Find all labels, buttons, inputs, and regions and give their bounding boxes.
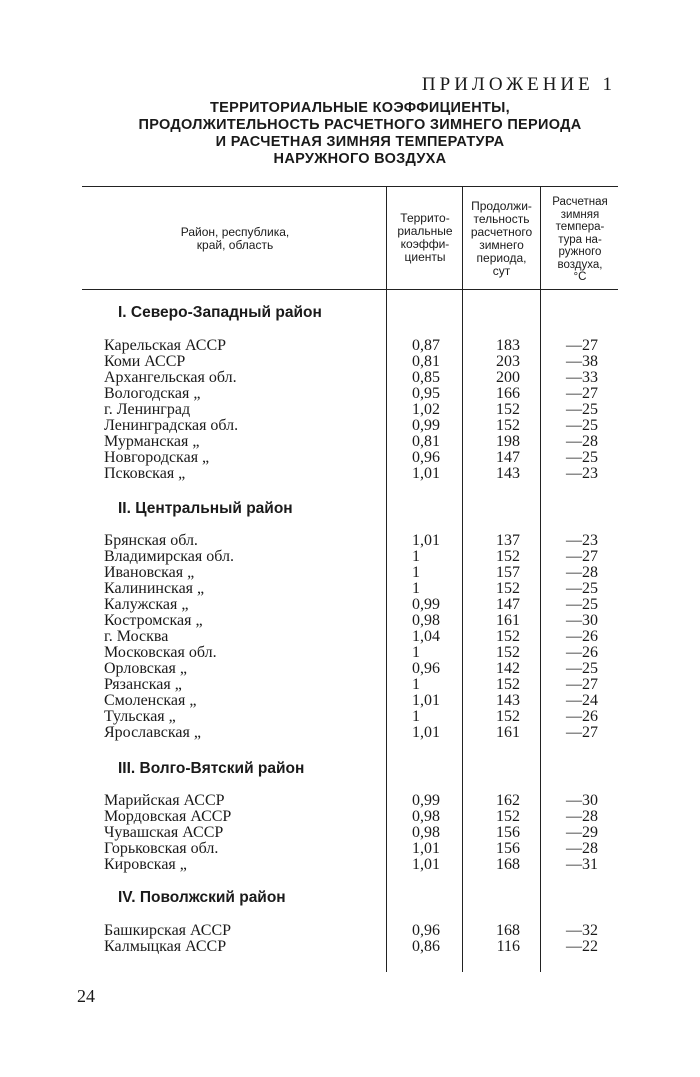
section-title: II. Центральный район bbox=[118, 500, 293, 517]
column-divider bbox=[462, 186, 463, 972]
header-coefficient: Террито- риальные коэффи- циенты bbox=[397, 211, 453, 264]
page-number: 24 bbox=[77, 986, 95, 1006]
header-region: Район, республика, край, область bbox=[180, 225, 290, 252]
page-title bbox=[100, 100, 620, 168]
header-temperature: Расчетная зимняя темпера- тура на- ружного воздуха, °С bbox=[552, 196, 608, 283]
title-line: НАРУЖНОГО ВОЗДУХА bbox=[273, 151, 447, 167]
title-line: И РАСЧЕТНАЯ ЗИМНЯЯ ТЕМПЕРАТУРА bbox=[215, 134, 505, 150]
header-period: Продолжи- тельность расчетного зимнего периода, сут bbox=[470, 199, 533, 278]
column-divider bbox=[386, 186, 387, 972]
title-line: ПРОДОЛЖИТЕЛЬНОСТЬ РАСЧЕТНОГО ЗИМНЕГО ПЕРИОДА bbox=[138, 117, 582, 133]
section-title: I. Северо-Западный район bbox=[118, 304, 322, 321]
column-divider bbox=[540, 186, 541, 972]
section-title: IV. Поволжский район bbox=[118, 889, 286, 906]
appendix-label: ПРИЛОЖЕНИЕ 1 bbox=[421, 74, 616, 95]
table-top-rule bbox=[82, 186, 618, 187]
table-header-rule bbox=[82, 289, 618, 290]
section-title: III. Волго-Вятский район bbox=[118, 760, 305, 777]
title-line: ТЕРРИТОРИАЛЬНЫЕ КОЭФФИЦИЕНТЫ, bbox=[210, 100, 510, 116]
